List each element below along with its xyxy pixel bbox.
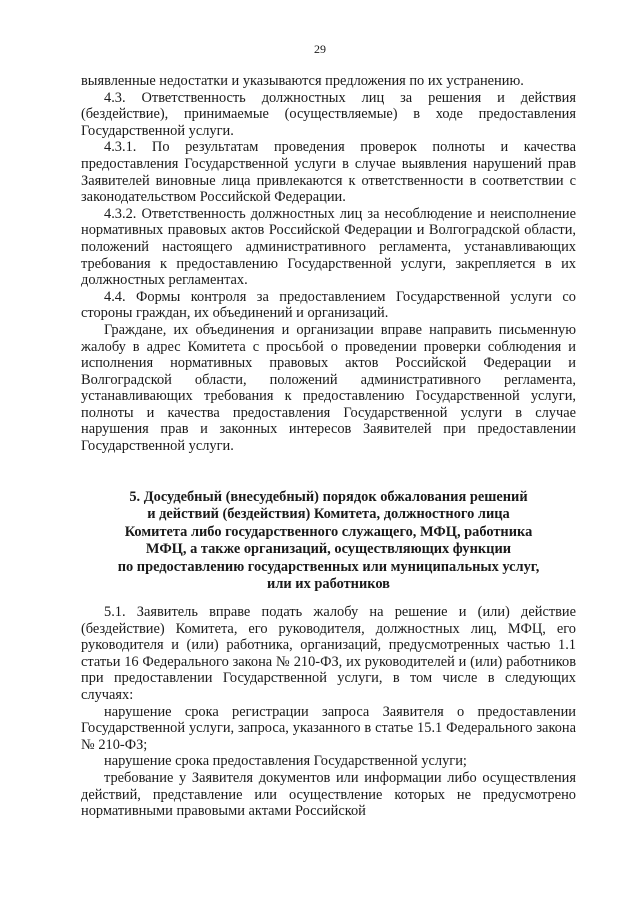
heading-line: МФЦ, а также организаций, осуществляющих функции <box>145 541 512 558</box>
section-5-text <box>81 604 576 820</box>
paragraph-4-4: 4.4. Формы контроля за предоставлением Государственной услуги со стороны граждан, их объединений и организаций. <box>81 288 576 322</box>
paragraph-4-3-2: 4.3.2. Ответственность должностных лиц за несоблюдение и неисполнение нормативных правовых актов Российской Федерации и Волгоградской области, положений настоящего административного регламента, устанавливающих требования к предоставлению Государственной услуги, закрепляется в их должностных регламентах. <box>81 205 576 289</box>
list-item-documents-requirement: требование у Заявителя документов или информации либо осуществления действий, представление или осуществление которых не предусмотрено нормативными правовыми актами Российской <box>81 769 576 820</box>
section-4-text <box>81 73 576 455</box>
section-5-heading <box>81 489 576 593</box>
list-item-registration-violation: нарушение срока регистрации запроса Заявителя о предоставлении Государственной услуги, запроса, указанного в статье 15.1 Федерального закона № 210-ФЗ; <box>81 703 576 753</box>
heading-line: или их работников <box>267 576 390 593</box>
paragraph-4-3-1: 4.3.1. По результатам проведения проверок полноты и качества предоставления Государственной услуги в случае выявления нарушений прав Заявителей виновные лица привлекаются к ответственности в соответствии с законодательством Российской Федерации. <box>81 139 576 206</box>
paragraph-5-1: 5.1. Заявитель вправе подать жалобу на решение и (или) действие (бездействие) Комитета, его руководителя, должностных лиц, МФЦ, его руководителя и (или) работника, организаций, предусмотренных частью 1.1 статьи 16 Федерального закона № 210-ФЗ, их руководителей и (или) работников при предоставлении Государственной услуги, в том числе в следующих случаях: <box>81 604 576 703</box>
heading-line: и действий (бездействия) Комитета, должностного лица <box>147 506 510 523</box>
heading-line: 5. Досудебный (внесудебный) порядок обжалования решений <box>129 489 528 505</box>
paragraph-citizens-complaint: Граждане, их объединения и организации вправе направить письменную жалобу в адрес Комитета с просьбой о проведении проверки соблюдения и исполнения нормативных правовых актов Российской Федерации и Волгоградской области, положений административного регламента, устанавливающих требования к предоставлению Государственной услуги, полноты и качества предоставления Государственной услуги в случае нарушения прав и законных интересов Заявителей при предоставлении Государственной услуги. <box>81 321 576 455</box>
paragraph-continuation: выявленные недостатки и указываются предложения по их устранению. <box>81 73 524 89</box>
list-item-term-violation: нарушение срока предоставления Государственной услуги; <box>104 753 467 770</box>
heading-line: по предоставлению государственных или муниципальных услуг, <box>117 558 540 575</box>
paragraph-4-3: 4.3. Ответственность должностных лиц за решения и действия (бездействие), принимаемые (осуществляемые) в ходе предоставления Государственной услуги. <box>81 89 576 139</box>
heading-line: Комитета либо государственного служащего, МФЦ, работника <box>124 523 533 540</box>
page-number: 29 <box>314 42 326 56</box>
